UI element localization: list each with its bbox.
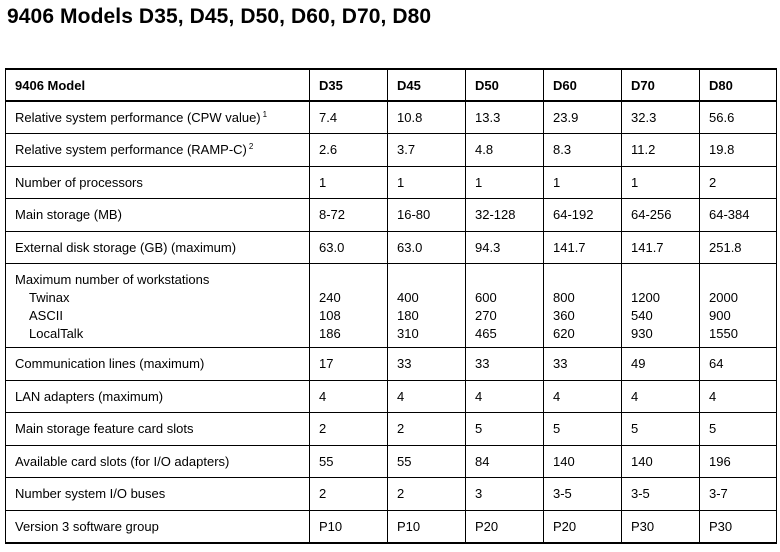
table-cell: 10.8: [388, 101, 466, 134]
table-cell: 140: [544, 445, 622, 478]
table-row: [6, 101, 777, 134]
table-cell: P20: [544, 510, 622, 543]
sublabel-localtalk: LocalTalk: [29, 326, 84, 341]
table-cell: 64-192: [544, 199, 622, 232]
table-cell: 251.8: [700, 231, 777, 264]
table-cell: 400 180 310: [388, 264, 466, 348]
table-cell: 3.7: [388, 134, 466, 167]
table-cell: P30: [622, 510, 700, 543]
table-cell: 5: [700, 413, 777, 446]
sublabel-ascii: ASCII: [29, 308, 63, 323]
table-header-row: [6, 69, 777, 101]
row-label: Version 3 software group: [6, 510, 310, 543]
table-cell: 1200 540 930: [622, 264, 700, 348]
sublabel-twinax: Twinax: [29, 290, 70, 305]
table-cell: 13.3: [466, 101, 544, 134]
table-row: [6, 231, 777, 264]
table-cell: 3-5: [544, 478, 622, 511]
footnote-marker: 1: [262, 110, 268, 119]
table-cell: 3: [466, 478, 544, 511]
table-cell: 33: [544, 348, 622, 381]
row-label: External disk storage (GB) (maximum): [6, 231, 310, 264]
table-cell: 64: [700, 348, 777, 381]
header-model-label: 9406 Model: [6, 69, 310, 101]
header-d50: D50: [466, 69, 544, 101]
table-cell: 33: [466, 348, 544, 381]
table-cell: 3-7: [700, 478, 777, 511]
table-cell: 56.6: [700, 101, 777, 134]
table-cell: 2: [388, 413, 466, 446]
table-cell: 3-5: [622, 478, 700, 511]
row-label: Available card slots (for I/O adapters): [6, 445, 310, 478]
table-cell: 23.9: [544, 101, 622, 134]
table-cell: 1: [388, 166, 466, 199]
table-cell: 2.6: [310, 134, 388, 167]
table-cell: 49: [622, 348, 700, 381]
header-d70: D70: [622, 69, 700, 101]
table-row: [6, 199, 777, 232]
table-cell: P10: [388, 510, 466, 543]
table-cell: 2: [700, 166, 777, 199]
table-cell: 800 360 620: [544, 264, 622, 348]
table-cell: 32.3: [622, 101, 700, 134]
table-cell: 32-128: [466, 199, 544, 232]
table-cell: 1: [466, 166, 544, 199]
table-cell: 4: [388, 380, 466, 413]
table-cell: 5: [544, 413, 622, 446]
table-row: [6, 478, 777, 511]
header-d80: D80: [700, 69, 777, 101]
table-cell: 64-256: [622, 199, 700, 232]
table-cell: 63.0: [388, 231, 466, 264]
row-label: Main storage (MB): [6, 199, 310, 232]
table-cell: 94.3: [466, 231, 544, 264]
table-cell: 141.7: [622, 231, 700, 264]
table-cell: 1: [544, 166, 622, 199]
table-cell: 64-384: [700, 199, 777, 232]
table-cell: 5: [466, 413, 544, 446]
table-cell: 55: [388, 445, 466, 478]
page-title: 9406 Models D35, D45, D50, D60, D70, D80: [7, 5, 432, 28]
table-cell: 33: [388, 348, 466, 381]
table-row: [6, 348, 777, 381]
table-cell: 2: [310, 478, 388, 511]
table-cell: 11.2: [622, 134, 700, 167]
table-cell: 4.8: [466, 134, 544, 167]
row-label: Main storage feature card slots: [6, 413, 310, 446]
table-row: [6, 510, 777, 543]
table-cell: 8-72: [310, 199, 388, 232]
table-cell: 1: [622, 166, 700, 199]
table-row: [6, 445, 777, 478]
table-cell: 1: [310, 166, 388, 199]
table-cell: 5: [622, 413, 700, 446]
header-d35: D35: [310, 69, 388, 101]
row-label: [6, 264, 310, 348]
table-cell: 4: [466, 380, 544, 413]
table-cell: 140: [622, 445, 700, 478]
model-spec-table: [5, 68, 777, 544]
table-cell: P10: [310, 510, 388, 543]
table-row: [6, 380, 777, 413]
table-cell: 240 108 186: [310, 264, 388, 348]
row-label: Number system I/O buses: [6, 478, 310, 511]
table-cell: 2000 900 1550: [700, 264, 777, 348]
row-label: Relative system performance (CPW value) $^1$: [6, 101, 310, 134]
row-label: Number of processors: [6, 166, 310, 199]
row-label: LAN adapters (maximum): [6, 380, 310, 413]
table-cell: 16-80: [388, 199, 466, 232]
table-row: [6, 166, 777, 199]
table-cell: 141.7: [544, 231, 622, 264]
table-cell: 2: [388, 478, 466, 511]
table-row: [6, 413, 777, 446]
table-cell: 196: [700, 445, 777, 478]
table-cell: 7.4: [310, 101, 388, 134]
table-cell: 8.3: [544, 134, 622, 167]
header-d60: D60: [544, 69, 622, 101]
table-cell: 600 270 465: [466, 264, 544, 348]
table-cell: 4: [544, 380, 622, 413]
table-cell: 55: [310, 445, 388, 478]
row-label: Relative system performance (RAMP-C) $^2$: [6, 134, 310, 167]
table-cell: 84: [466, 445, 544, 478]
table-cell: 4: [622, 380, 700, 413]
table-cell: 4: [310, 380, 388, 413]
table-row-workstations: [6, 264, 777, 348]
table-cell: P30: [700, 510, 777, 543]
row-label: Communication lines (maximum): [6, 348, 310, 381]
footnote-marker: 2: [248, 142, 254, 152]
row-label-main: Maximum number of workstations: [15, 272, 210, 287]
table-cell: P20: [466, 510, 544, 543]
table-cell: 17: [310, 348, 388, 381]
table-cell: 4: [700, 380, 777, 413]
table-cell: 2: [310, 413, 388, 446]
table-row: [6, 134, 777, 167]
header-d45: D45: [388, 69, 466, 101]
table-cell: 19.8: [700, 134, 777, 167]
table-cell: 63.0: [310, 231, 388, 264]
